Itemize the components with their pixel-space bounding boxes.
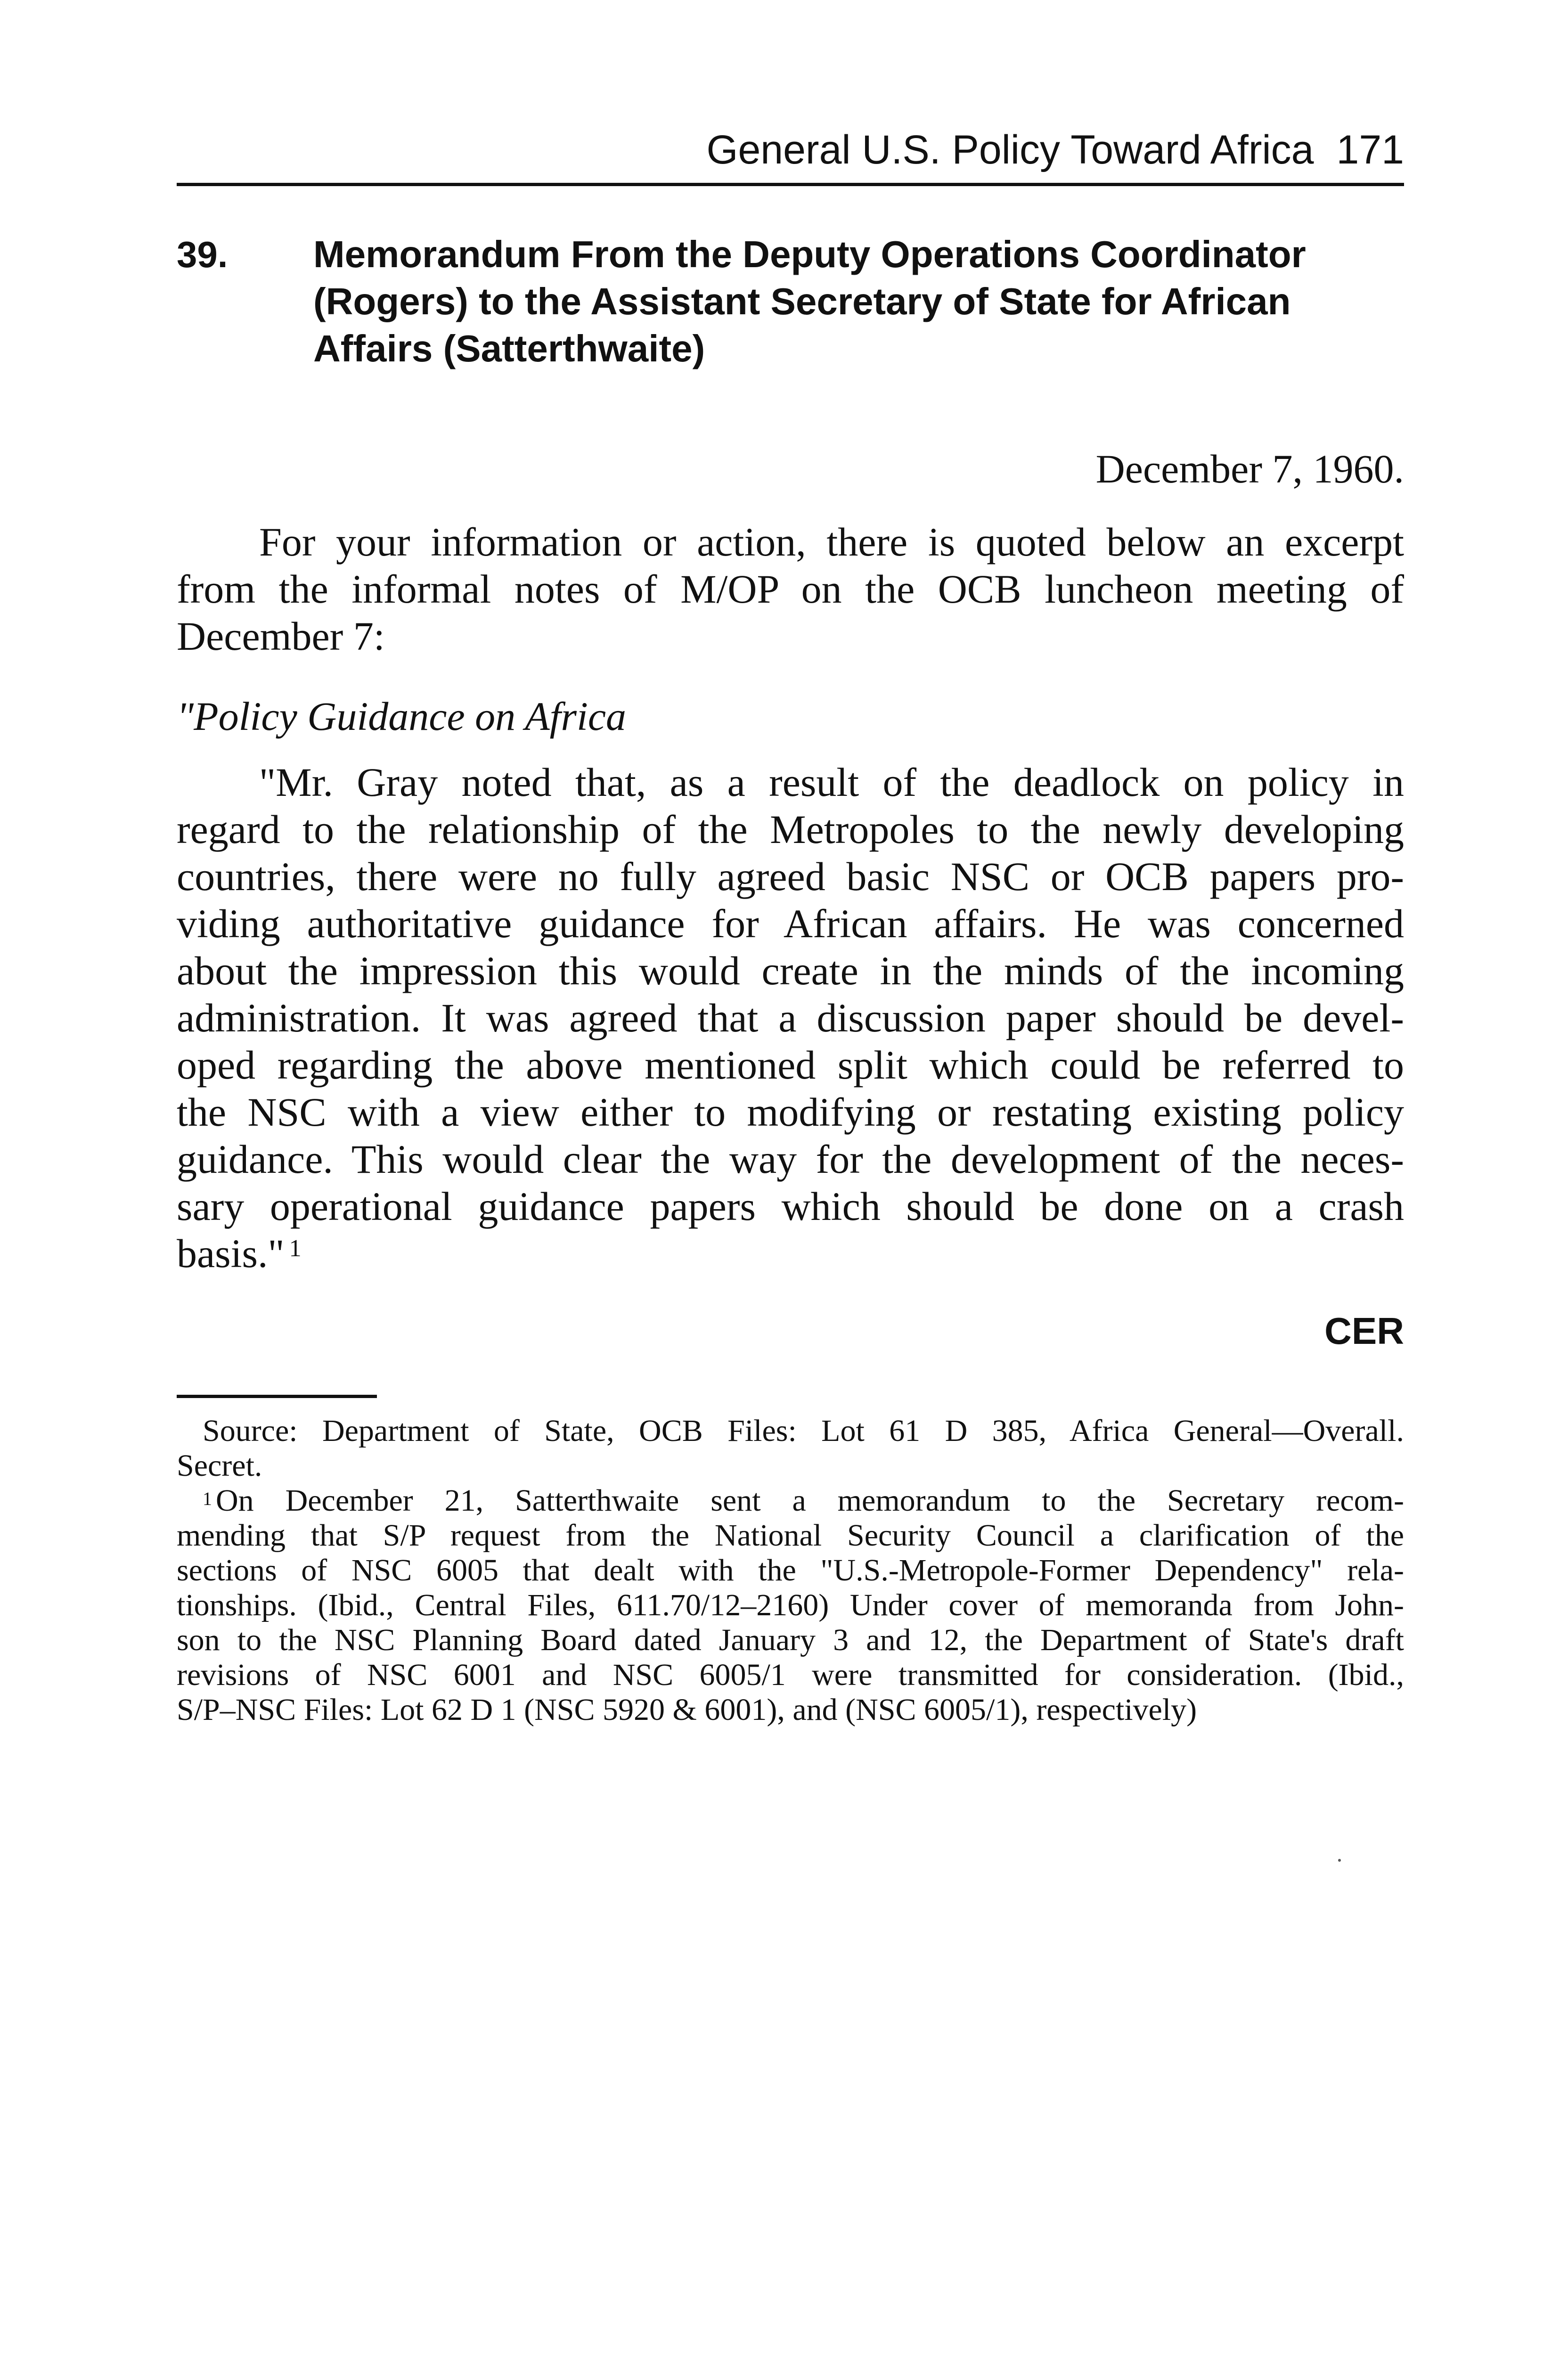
quote-line: viding authoritative guidance for African affairs. He was concerned [177, 901, 1404, 946]
footnote-line: On December 21, Satterthwaite sent a memorandum to the Secretary recom- [216, 1483, 1404, 1518]
scan-speck [1338, 1859, 1341, 1862]
quote-line: countries, there were no fully agreed basic NSC or OCB papers pro- [177, 854, 1404, 899]
quote-line: guidance. This would clear the way for the development of the neces- [177, 1137, 1404, 1182]
document-title-line: Memorandum From the Deputy Operations Coordinator [313, 233, 1306, 275]
footnote-rule [177, 1395, 377, 1398]
source-note-line: Secret. [177, 1448, 262, 1483]
intro-line: from the informal notes of M/OP on the OCB luncheon meeting of [177, 566, 1404, 612]
footnote-reference: 1 [289, 1235, 302, 1262]
intro-paragraph [177, 518, 1404, 660]
quote-line: sary operational guidance papers which should be done on a crash [177, 1184, 1404, 1229]
quote-line: about the impression this would create in the minds of the incoming [177, 948, 1404, 993]
document-title [313, 231, 1406, 372]
quote-last-line [177, 1230, 1404, 1277]
quote-line: "Mr. Gray noted that, as a result of the deadlock on policy in [259, 760, 1404, 805]
document-title-line: Affairs (Satterthwaite) [313, 327, 705, 369]
quote-line: basis." [177, 1231, 285, 1276]
footnote-line: revisions of NSC 6001 and NSC 6005/1 were transmitted for consideration. (Ibid., [177, 1658, 1404, 1692]
footnotes [177, 1414, 1404, 1727]
quote-heading: "Policy Guidance on Africa [177, 694, 627, 739]
intro-line: For your information or action, there is quoted below an excerpt [259, 519, 1404, 564]
running-header [177, 122, 1404, 178]
footnote-line: son to the NSC Planning Board dated January 3 and 12, the Department of State's draft [177, 1623, 1404, 1657]
document-number: 39. [177, 234, 228, 275]
page-number: 171 [1336, 127, 1404, 172]
running-title: General U.S. Policy Toward Africa [706, 127, 1314, 172]
intro-line: December 7: [177, 614, 385, 659]
quote-line: administration. It was agreed that a discussion paper should be devel- [177, 995, 1404, 1040]
footnote-line: S/P–NSC Files: Lot 62 D 1 (NSC 5920 & 6001), and (NSC 6005/1), respectively) [177, 1693, 1197, 1727]
footnote-number: 1 [203, 1488, 212, 1509]
footnote-line: tionships. (Ibid., Central Files, 611.70/12–2160) Under cover of memoranda from John- [177, 1588, 1404, 1622]
header-rule [177, 183, 1404, 186]
source-note-line: Source: Department of State, OCB Files: Lot 61 D 385, Africa General—Overall. [203, 1414, 1404, 1448]
quote-line: regard to the relationship of the Metropoles to the newly developing [177, 807, 1404, 852]
quote-line: the NSC with a view either to modifying or restating existing policy [177, 1089, 1404, 1135]
quote-line: oped regarding the above mentioned split which could be referred to [177, 1042, 1404, 1088]
quoted-excerpt [177, 759, 1404, 1277]
footnote-1-first-line [177, 1483, 1404, 1518]
document-title-line: (Rogers) to the Assistant Secretary of State for African [313, 280, 1291, 322]
author-initials: CER [1324, 1310, 1404, 1352]
footnote-line: mending that S/P request from the National Security Council a clarification of the [177, 1518, 1404, 1553]
document-date: December 7, 1960. [1095, 446, 1404, 491]
footnote-line: sections of NSC 6005 that dealt with the "U.S.-Metropole-Former Dependency" rela- [177, 1553, 1404, 1587]
